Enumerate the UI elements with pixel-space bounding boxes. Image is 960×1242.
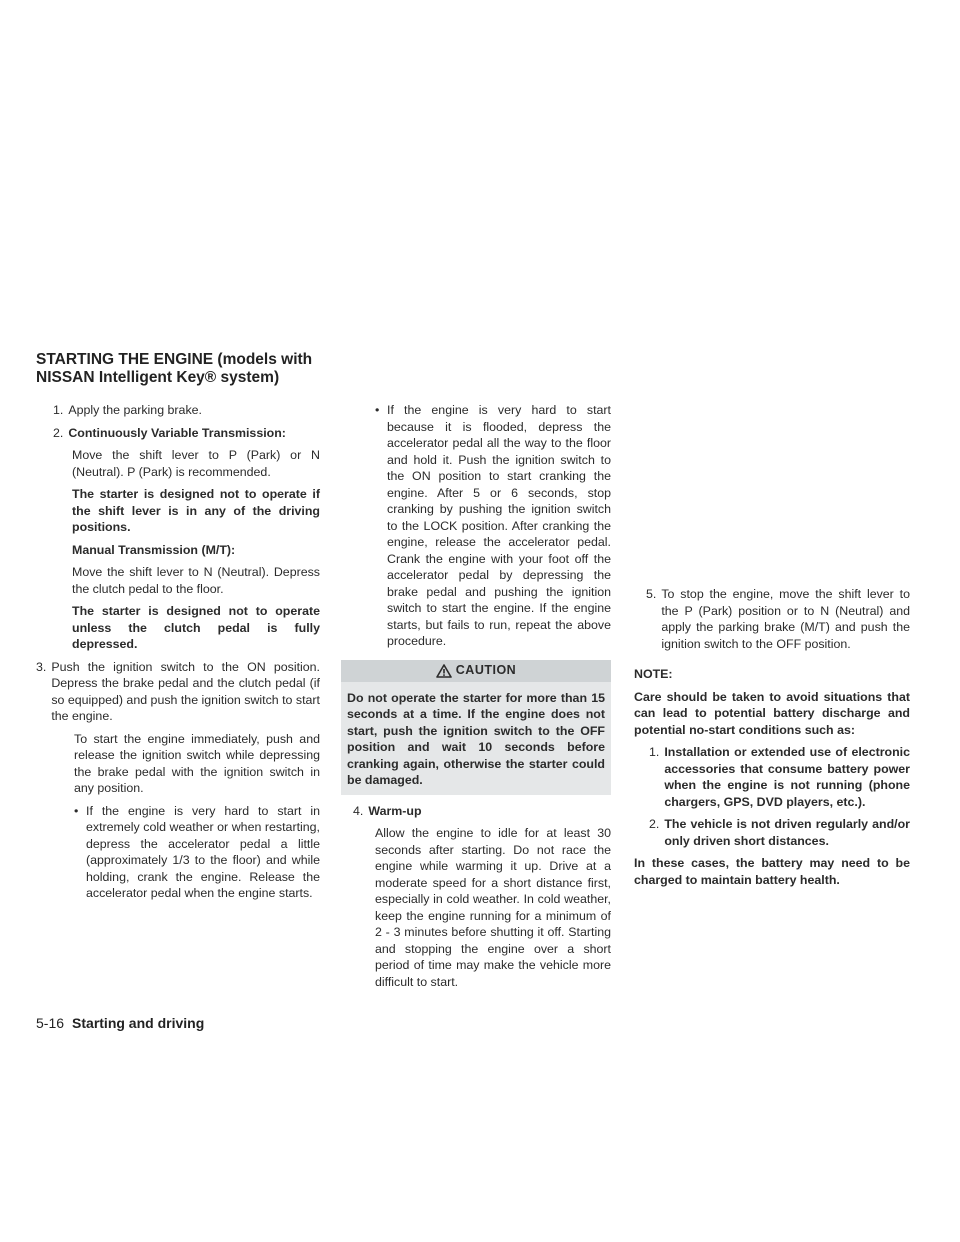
caution-box [341,660,611,795]
paragraph: To start the engine immediately, push and release the ignition switch while depressing the brake pedal with the ignition switch in any position. [74,731,320,795]
note-paragraph: Care should be taken to avoid situations that can lead to potential battery discharge and potential no-start conditions such as: [634,689,910,737]
bullet-text: If the engine is very hard to start in extremely cold weather or when restarting, depress the accelerator pedal a little (approximately 1/3 to the floor) and while holding, crank the engine. Release the accelerator pedal when the engine starts. [86,803,320,900]
step-text: Apply the parking brake. [68,403,202,417]
column-2 [341,402,611,996]
note-item-2 [634,816,910,849]
item-number: 1. [649,745,660,759]
bullet-text: If the engine is very hard to start because it is flooded, depress the accelerator pedal all the way to the floor and hold it. Push the ignition switch to the ON position to start cranking the engine. After 5 or 6 seconds, stop cranking by pushing the ignition switch to the LOCK position. After cranking the engine, release the accelerator pedal. Crank the engine with your foot off the accelerator pedal by depressing the brake pedal and pushing the ignition switch to start the engine. If the engine starts, but fails to run, repeat the above procedure. [387,403,611,648]
bullet-item [341,402,611,650]
paragraph-bold: The starter is designed not to operate unless the clutch pedal is fully depressed. [72,604,320,651]
step-number: 3. [36,659,47,674]
note-paragraph: In these cases, the battery may need to be charged to maintain battery health. [634,856,910,887]
column-1 [36,402,320,908]
item-number: 2. [649,817,660,831]
step-1 [36,402,320,419]
step-title: Continuously Variable Transmission: [68,425,286,440]
item-text: Installation or extended use of electronic accessories that consume battery power when the engine is not running (phone chargers, GPS, DVD players, etc.). [664,745,910,809]
step-text: To stop the engine, move the shift lever to the P (Park) position or to N (Neutral) and apply the parking brake (M/T) and push the ignition switch to the OFF position. [661,587,910,651]
warning-icon [436,664,452,678]
note-title: NOTE: [634,667,673,681]
paragraph: Allow the engine to idle for at least 30 seconds after starting. Do not race the engine while warming it up. Drive at a moderate speed for a short distance first, especially in cold weather. In cold weather, keep the engine running for a minimum of 2 - 3 minutes before shutting it off. Starting and stopping the engine over a short period of time may make the vehicle more difficult to start. [375,826,611,989]
caution-header [341,660,611,682]
caution-title: CAUTION [455,663,517,678]
step-title: Warm-up [368,803,422,818]
section-name: Starting and driving [72,1015,205,1031]
column-3 [634,586,910,894]
step-5 [634,586,910,652]
step-number: 5. [646,587,657,601]
caution-text: Do not operate the starter for more than 15 seconds at a time. If the engine does not start, push the ignition switch to the OFF position and wait 10 seconds before cranking again, otherwise the starter could be damaged. [347,690,605,787]
paragraph: Move the shift lever to N (Neutral). Depress the clutch pedal to the floor. [72,565,320,596]
step-number: 4. [353,803,364,818]
paragraph-bold: The starter is designed not to operate if the shift lever is in any of the driving positions. [72,487,320,534]
subheading: Manual Transmission (M/T): [72,542,236,557]
step-number: 2. [53,425,64,440]
bullet-item [74,803,320,902]
bullet-mark: • [74,803,79,818]
step-number: 1. [53,403,64,417]
page-number: 5-16 [36,1015,65,1031]
section-heading: STARTING THE ENGINE (models with NISSAN Intelligent Key® system) [36,351,313,386]
page-footer [36,1015,204,1031]
paragraph: Move the shift lever to P (Park) or N (Neutral). P (Park) is recommended. [72,448,320,479]
bullet-mark: • [375,403,380,417]
step-4 [341,803,611,820]
step-text: Push the ignition switch to the ON position. Depress the brake pedal and the clutch pedal (if so equipped) and push the ignition switch to start the engine. [51,659,320,723]
item-text: The vehicle is not driven regularly and/or only driven short distances. [664,817,910,848]
step-2 [36,425,320,442]
note-item-1 [634,744,910,810]
step-3 [36,659,320,725]
